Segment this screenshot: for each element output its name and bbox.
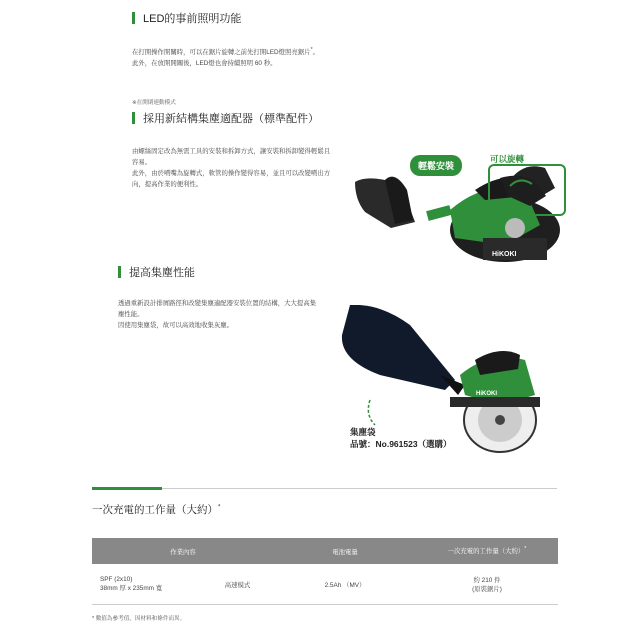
th-amount — [416, 538, 558, 564]
callout-rotate-label: 可以旋轉 — [490, 154, 525, 164]
led-line1 — [132, 45, 319, 58]
led-heading — [132, 10, 241, 26]
led-line2: 此外，在放開開關後，LED燈也會持續照明 60 秒。 — [132, 60, 277, 67]
adapter-body — [132, 146, 352, 190]
th-battery: 電池電量 — [274, 538, 416, 564]
adapter-heading — [132, 110, 319, 126]
adapter-heading-text: 採用新結構集塵適配器（標準配件） — [143, 113, 319, 125]
th-amount-text: 一次充電的工作量（大約） — [447, 548, 525, 556]
th-task: 作業內容 — [92, 538, 274, 564]
adapter-body-line: 由螺絲固定改為無需工具的安裝和拆卸方式，讓安裝和拆卸變得輕鬆且 — [132, 148, 331, 155]
adapter-note: ※在開閉連動模式 — [132, 100, 176, 106]
amount-note: (原裝鋸片) — [472, 586, 502, 593]
rule-line — [162, 488, 557, 489]
led-line1-mark: * — [310, 47, 313, 53]
amount-value: 約 210 件 — [473, 577, 501, 584]
material-line: SPF (2x10) — [100, 576, 133, 583]
adapter-body-line: 向，提高作業的便利性。 — [132, 181, 203, 188]
table-header-row — [92, 538, 558, 564]
heading-bar — [132, 12, 135, 24]
th-amount-mark: * — [524, 546, 527, 553]
callout-easy-install: 輕鬆安裝 — [410, 155, 462, 176]
cell-mode: 高速模式 — [201, 564, 274, 605]
callout-rotate-box — [488, 164, 566, 216]
adapter-body-line: 此外，由於噴嘴為旋轉式，軟管的操作變得容易，並且可以改變噴出方 — [132, 170, 331, 177]
dust-brand-logo: HiKOKI — [476, 391, 497, 397]
dust-bag-label: 集塵袋 — [350, 427, 376, 437]
charge-table-title-text: 一次充電的工作量（大約） — [92, 504, 218, 516]
table-row — [92, 564, 558, 605]
cell-amount — [416, 564, 558, 605]
cell-material — [92, 564, 201, 605]
adapter-body-line: 容易。 — [132, 159, 152, 166]
table-section-rule — [92, 487, 557, 490]
dust-body-line: 塵性能。 — [118, 311, 144, 318]
table-footnote: * 數值為參考值，因材料和條件而異。 — [92, 616, 186, 622]
dust-heading — [118, 264, 195, 280]
led-line1-text: 在打開操作開關時，可以在鋸片旋轉之前先打開LED燈照亮鋸片 — [132, 49, 311, 57]
heading-bar — [118, 266, 121, 278]
cell-battery: 2.5Ah （MV） — [274, 564, 416, 605]
dust-body-line: 透過重新設計排屑路徑和改變集塵適配器安裝位置的結構，大大提高集 — [118, 300, 317, 307]
dust-bag-part-number: 品號：No.961523（選購） — [350, 439, 452, 449]
dust-heading-text: 提高集塵性能 — [129, 267, 195, 279]
heading-bar — [132, 112, 135, 124]
led-line1-end: 。 — [312, 49, 320, 57]
rotating-nozzle-image — [490, 166, 564, 214]
charge-table — [92, 538, 558, 605]
rule-accent — [92, 487, 162, 490]
adapter-brand-logo: HiKOKI — [492, 251, 517, 258]
dust-body-line: 因使用集塵袋，故可以高效地收集灰塵。 — [118, 322, 234, 329]
charge-table-title-mark: * — [218, 504, 221, 511]
dust-body — [118, 298, 348, 331]
led-heading-text: LED的事前照明功能 — [143, 13, 242, 25]
material-line: 38mm 厚 x 235mm 寬 — [100, 585, 163, 592]
charge-table-title — [92, 502, 220, 517]
